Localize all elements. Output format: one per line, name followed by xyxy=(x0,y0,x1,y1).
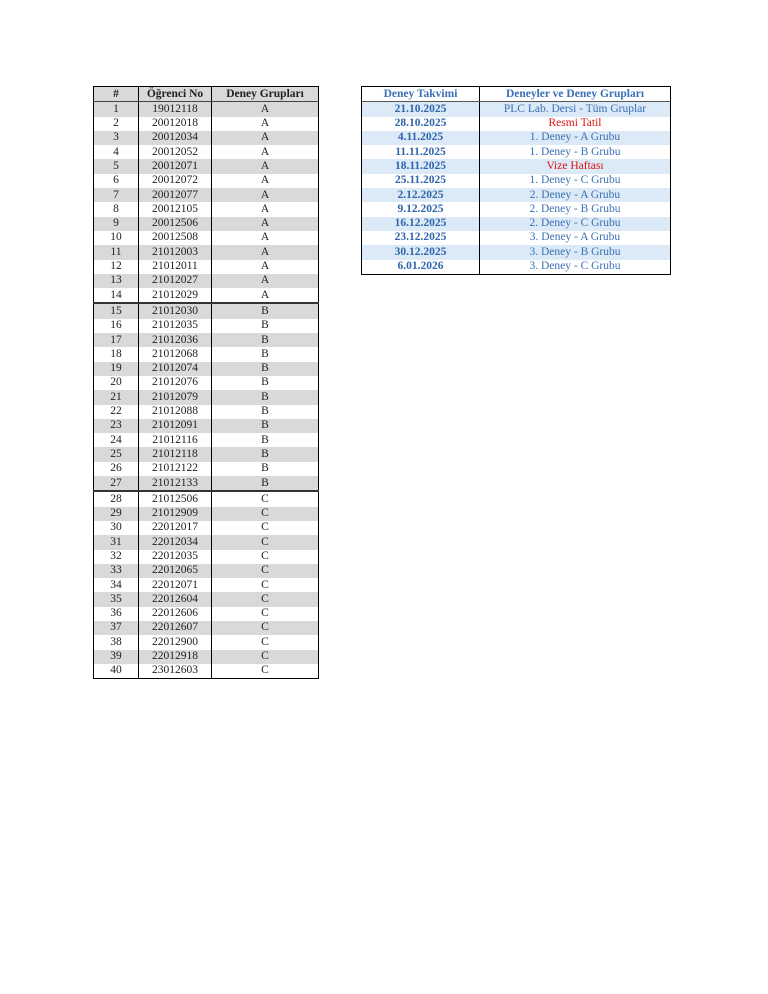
schedule-experiment: Resmi Tatil xyxy=(480,117,671,131)
group-letter: C xyxy=(212,491,319,506)
schedule-row xyxy=(362,188,671,202)
student-no: 21012035 xyxy=(139,319,212,333)
schedule-date: 11.11.2025 xyxy=(395,145,446,158)
schedule-date: 9.12.2025 xyxy=(397,202,444,215)
schedule-experiment: 3. Deney - C Grubu xyxy=(480,260,671,275)
schedule-row xyxy=(362,117,671,131)
row-index: 33 xyxy=(94,564,139,578)
group-letter: C xyxy=(212,507,319,521)
header-index: # xyxy=(94,87,139,102)
table-row xyxy=(94,390,319,404)
row-index: 27 xyxy=(94,476,139,491)
row-index: 25 xyxy=(94,447,139,461)
table-row xyxy=(94,159,319,173)
student-no: 20012052 xyxy=(139,145,212,159)
row-index: 11 xyxy=(94,245,139,259)
schedule-experiment: 2. Deney - C Grubu xyxy=(480,217,671,231)
table-row xyxy=(94,362,319,376)
schedule-experiment: 2. Deney - B Grubu xyxy=(480,202,671,216)
student-no: 22012071 xyxy=(139,578,212,592)
student-no: 21012122 xyxy=(139,462,212,476)
table-row xyxy=(94,217,319,231)
group-letter: B xyxy=(212,433,319,447)
row-index: 30 xyxy=(110,521,122,534)
student-no: 21012003 xyxy=(139,245,212,259)
table-row xyxy=(94,202,319,216)
schedule-row xyxy=(362,102,671,117)
header-schedule: Deney Takvimi xyxy=(362,87,480,102)
group-letter: A xyxy=(212,217,319,231)
group-letter: B xyxy=(212,447,319,461)
row-index: 1 xyxy=(94,102,139,117)
student-no: 22012034 xyxy=(139,535,212,549)
table-row xyxy=(94,447,319,461)
schedule-row xyxy=(362,231,671,245)
schedule-date: 18.11.2025 xyxy=(362,159,480,173)
group-letter: A xyxy=(212,245,319,259)
schedule-row xyxy=(362,159,671,173)
student-no: 20012506 xyxy=(139,217,212,231)
group-letter: A xyxy=(212,202,319,216)
row-index: 37 xyxy=(94,621,139,635)
schedule-experiment: 3. Deney - B Grubu xyxy=(480,245,671,259)
table-row xyxy=(94,462,319,476)
group-letter: A xyxy=(212,274,319,288)
schedule-date: 2.12.2025 xyxy=(362,188,480,202)
group-letter: A xyxy=(212,145,319,159)
schedule-row xyxy=(362,245,671,259)
student-no: 21012909 xyxy=(139,507,212,521)
schedule-date: 23.12.2025 xyxy=(394,231,447,244)
row-index: 15 xyxy=(94,303,139,318)
row-index: 14 xyxy=(94,288,139,303)
student-no: 21012088 xyxy=(139,405,212,419)
row-index: 29 xyxy=(94,507,139,521)
table-row xyxy=(94,507,319,521)
group-letter: B xyxy=(212,347,319,361)
row-index: 31 xyxy=(94,535,139,549)
group-letter: B xyxy=(212,319,319,333)
group-letter: A xyxy=(212,102,319,117)
header-groups: Deney Grupları xyxy=(212,87,319,102)
group-letter: B xyxy=(212,390,319,404)
experiment-schedule-table xyxy=(361,86,671,275)
table-row xyxy=(94,664,319,679)
student-no: 20012508 xyxy=(139,231,212,245)
table-row xyxy=(94,131,319,145)
group-letter: B xyxy=(212,476,319,491)
row-index: 6 xyxy=(113,174,119,187)
schedule-experiment: 1. Deney - C Grubu xyxy=(480,174,671,188)
table-row xyxy=(94,145,319,159)
row-index: 18 xyxy=(110,347,122,360)
table-row xyxy=(94,607,319,621)
row-index: 20 xyxy=(110,376,122,389)
student-no: 20012072 xyxy=(139,174,212,188)
row-index: 38 xyxy=(110,635,122,648)
group-letter: B xyxy=(212,362,319,376)
student-no: 21012011 xyxy=(139,260,212,274)
schedule-experiment: Vize Haftası xyxy=(480,159,671,173)
student-no: 20012018 xyxy=(139,117,212,131)
schedule-date: 30.12.2025 xyxy=(362,245,480,259)
row-index: 26 xyxy=(110,462,122,475)
row-index: 24 xyxy=(110,433,122,446)
table-row xyxy=(94,274,319,288)
row-index: 35 xyxy=(94,592,139,606)
table-row xyxy=(94,188,319,202)
student-no: 21012068 xyxy=(139,347,212,361)
table-row xyxy=(94,521,319,535)
row-index: 16 xyxy=(110,319,122,332)
row-index: 19 xyxy=(94,362,139,376)
schedule-row xyxy=(362,131,671,145)
group-letter: C xyxy=(212,592,319,606)
header-experiments: Deneyler ve Deney Grupları xyxy=(480,87,671,102)
group-letter: C xyxy=(212,607,319,621)
table-row xyxy=(94,174,319,188)
schedule-row xyxy=(362,174,671,188)
group-letter: C xyxy=(212,521,319,535)
row-index: 22 xyxy=(110,405,122,418)
schedule-experiment: 2. Deney - A Grubu xyxy=(480,188,671,202)
student-no: 21012116 xyxy=(139,433,212,447)
table-row xyxy=(94,333,319,347)
table-row xyxy=(94,535,319,549)
table-row xyxy=(94,592,319,606)
table-row xyxy=(94,288,319,303)
group-letter: C xyxy=(212,550,319,564)
group-letter: A xyxy=(212,159,319,173)
table-row xyxy=(94,578,319,592)
table-row xyxy=(94,433,319,447)
table-row xyxy=(94,102,319,117)
group-letter: A xyxy=(212,131,319,145)
student-no: 22012918 xyxy=(139,650,212,664)
table-row xyxy=(94,245,319,259)
schedule-row xyxy=(362,202,671,216)
row-index: 32 xyxy=(110,550,122,562)
student-no: 21012036 xyxy=(139,333,212,347)
row-index: 13 xyxy=(94,274,139,288)
group-letter: A xyxy=(212,174,319,188)
student-no: 21012133 xyxy=(139,476,212,491)
row-index: 12 xyxy=(110,260,122,273)
schedule-date: 16.12.2025 xyxy=(362,217,480,231)
group-letter: B xyxy=(212,419,319,433)
student-no: 21012030 xyxy=(139,303,212,318)
table-row xyxy=(94,650,319,664)
student-no: 22012035 xyxy=(139,550,212,564)
group-letter: B xyxy=(212,333,319,347)
student-no: 20012077 xyxy=(139,188,212,202)
student-no: 21012074 xyxy=(139,362,212,376)
schedule-experiment: PLC Lab. Dersi - Tüm Gruplar xyxy=(480,102,671,117)
schedule-date: 28.10.2025 xyxy=(394,117,447,130)
table-row xyxy=(94,347,319,361)
group-letter: B xyxy=(212,462,319,476)
schedule-row xyxy=(362,217,671,231)
row-index: 28 xyxy=(110,492,122,505)
table-row xyxy=(94,319,319,333)
table-row xyxy=(94,303,319,318)
student-no: 21012506 xyxy=(139,491,212,506)
row-index: 40 xyxy=(110,664,122,677)
group-letter: C xyxy=(212,564,319,578)
schedule-table-header xyxy=(362,87,671,102)
group-letter: A xyxy=(212,188,319,202)
table-row xyxy=(94,117,319,131)
group-letter: A xyxy=(212,288,319,303)
row-index: 2 xyxy=(113,117,119,130)
student-no: 21012029 xyxy=(139,288,212,303)
student-no: 22012604 xyxy=(139,592,212,606)
table-row xyxy=(94,635,319,649)
schedule-date: 25.11.2025 xyxy=(394,174,447,187)
group-letter: A xyxy=(212,260,319,274)
table-row xyxy=(94,260,319,274)
group-letter: C xyxy=(212,535,319,549)
group-letter: C xyxy=(212,621,319,635)
student-no: 20012034 xyxy=(139,131,212,145)
table-row xyxy=(94,550,319,564)
schedule-row xyxy=(362,260,671,275)
row-index: 4 xyxy=(113,145,119,158)
student-no: 22012900 xyxy=(139,635,212,649)
student-no: 22012607 xyxy=(139,621,212,635)
group-letter: C xyxy=(212,650,319,664)
row-index: 34 xyxy=(110,578,122,591)
group-letter: C xyxy=(212,578,319,592)
row-index: 21 xyxy=(94,390,139,404)
row-index: 39 xyxy=(94,650,139,664)
table-row xyxy=(94,231,319,245)
student-no: 23012603 xyxy=(139,664,212,679)
student-no: 22012065 xyxy=(139,564,212,578)
group-letter: C xyxy=(212,664,319,679)
row-index: 36 xyxy=(110,607,122,620)
student-no: 20012071 xyxy=(139,159,212,173)
row-index: 17 xyxy=(94,333,139,347)
row-index: 3 xyxy=(94,131,139,145)
row-index: 10 xyxy=(110,231,122,244)
group-letter: C xyxy=(212,635,319,649)
table-row xyxy=(94,491,319,506)
student-no: 20012105 xyxy=(139,202,212,216)
row-index: 7 xyxy=(94,188,139,202)
student-groups-table xyxy=(93,86,319,679)
schedule-experiment: 3. Deney - A Grubu xyxy=(480,231,671,245)
table-row xyxy=(94,621,319,635)
student-no: 21012027 xyxy=(139,274,212,288)
schedule-row xyxy=(362,145,671,159)
table-row xyxy=(94,376,319,390)
header-student-no: Öğrenci No xyxy=(139,87,212,102)
student-no: 21012076 xyxy=(139,376,212,390)
schedule-experiment: 1. Deney - A Grubu xyxy=(480,131,671,145)
table-row xyxy=(94,476,319,491)
schedule-experiment: 1. Deney - B Grubu xyxy=(480,145,671,159)
row-index: 5 xyxy=(94,159,139,173)
group-letter: B xyxy=(212,303,319,318)
row-index: 8 xyxy=(113,202,119,215)
group-letter: A xyxy=(212,117,319,131)
student-no: 21012118 xyxy=(139,447,212,461)
schedule-date: 4.11.2025 xyxy=(362,131,480,145)
table-row xyxy=(94,564,319,578)
student-no: 22012017 xyxy=(139,521,212,535)
group-letter: B xyxy=(212,376,319,390)
student-no: 21012079 xyxy=(139,390,212,404)
row-index: 23 xyxy=(94,419,139,433)
row-index: 9 xyxy=(94,217,139,231)
student-no: 21012091 xyxy=(139,419,212,433)
student-no: 22012606 xyxy=(139,607,212,621)
group-letter: A xyxy=(212,231,319,245)
schedule-date: 21.10.2025 xyxy=(362,102,480,117)
table-row xyxy=(94,405,319,419)
group-letter: B xyxy=(212,405,319,419)
schedule-date: 6.01.2026 xyxy=(397,260,444,273)
student-table-header xyxy=(94,87,319,102)
student-no: 19012118 xyxy=(139,102,212,117)
table-row xyxy=(94,419,319,433)
